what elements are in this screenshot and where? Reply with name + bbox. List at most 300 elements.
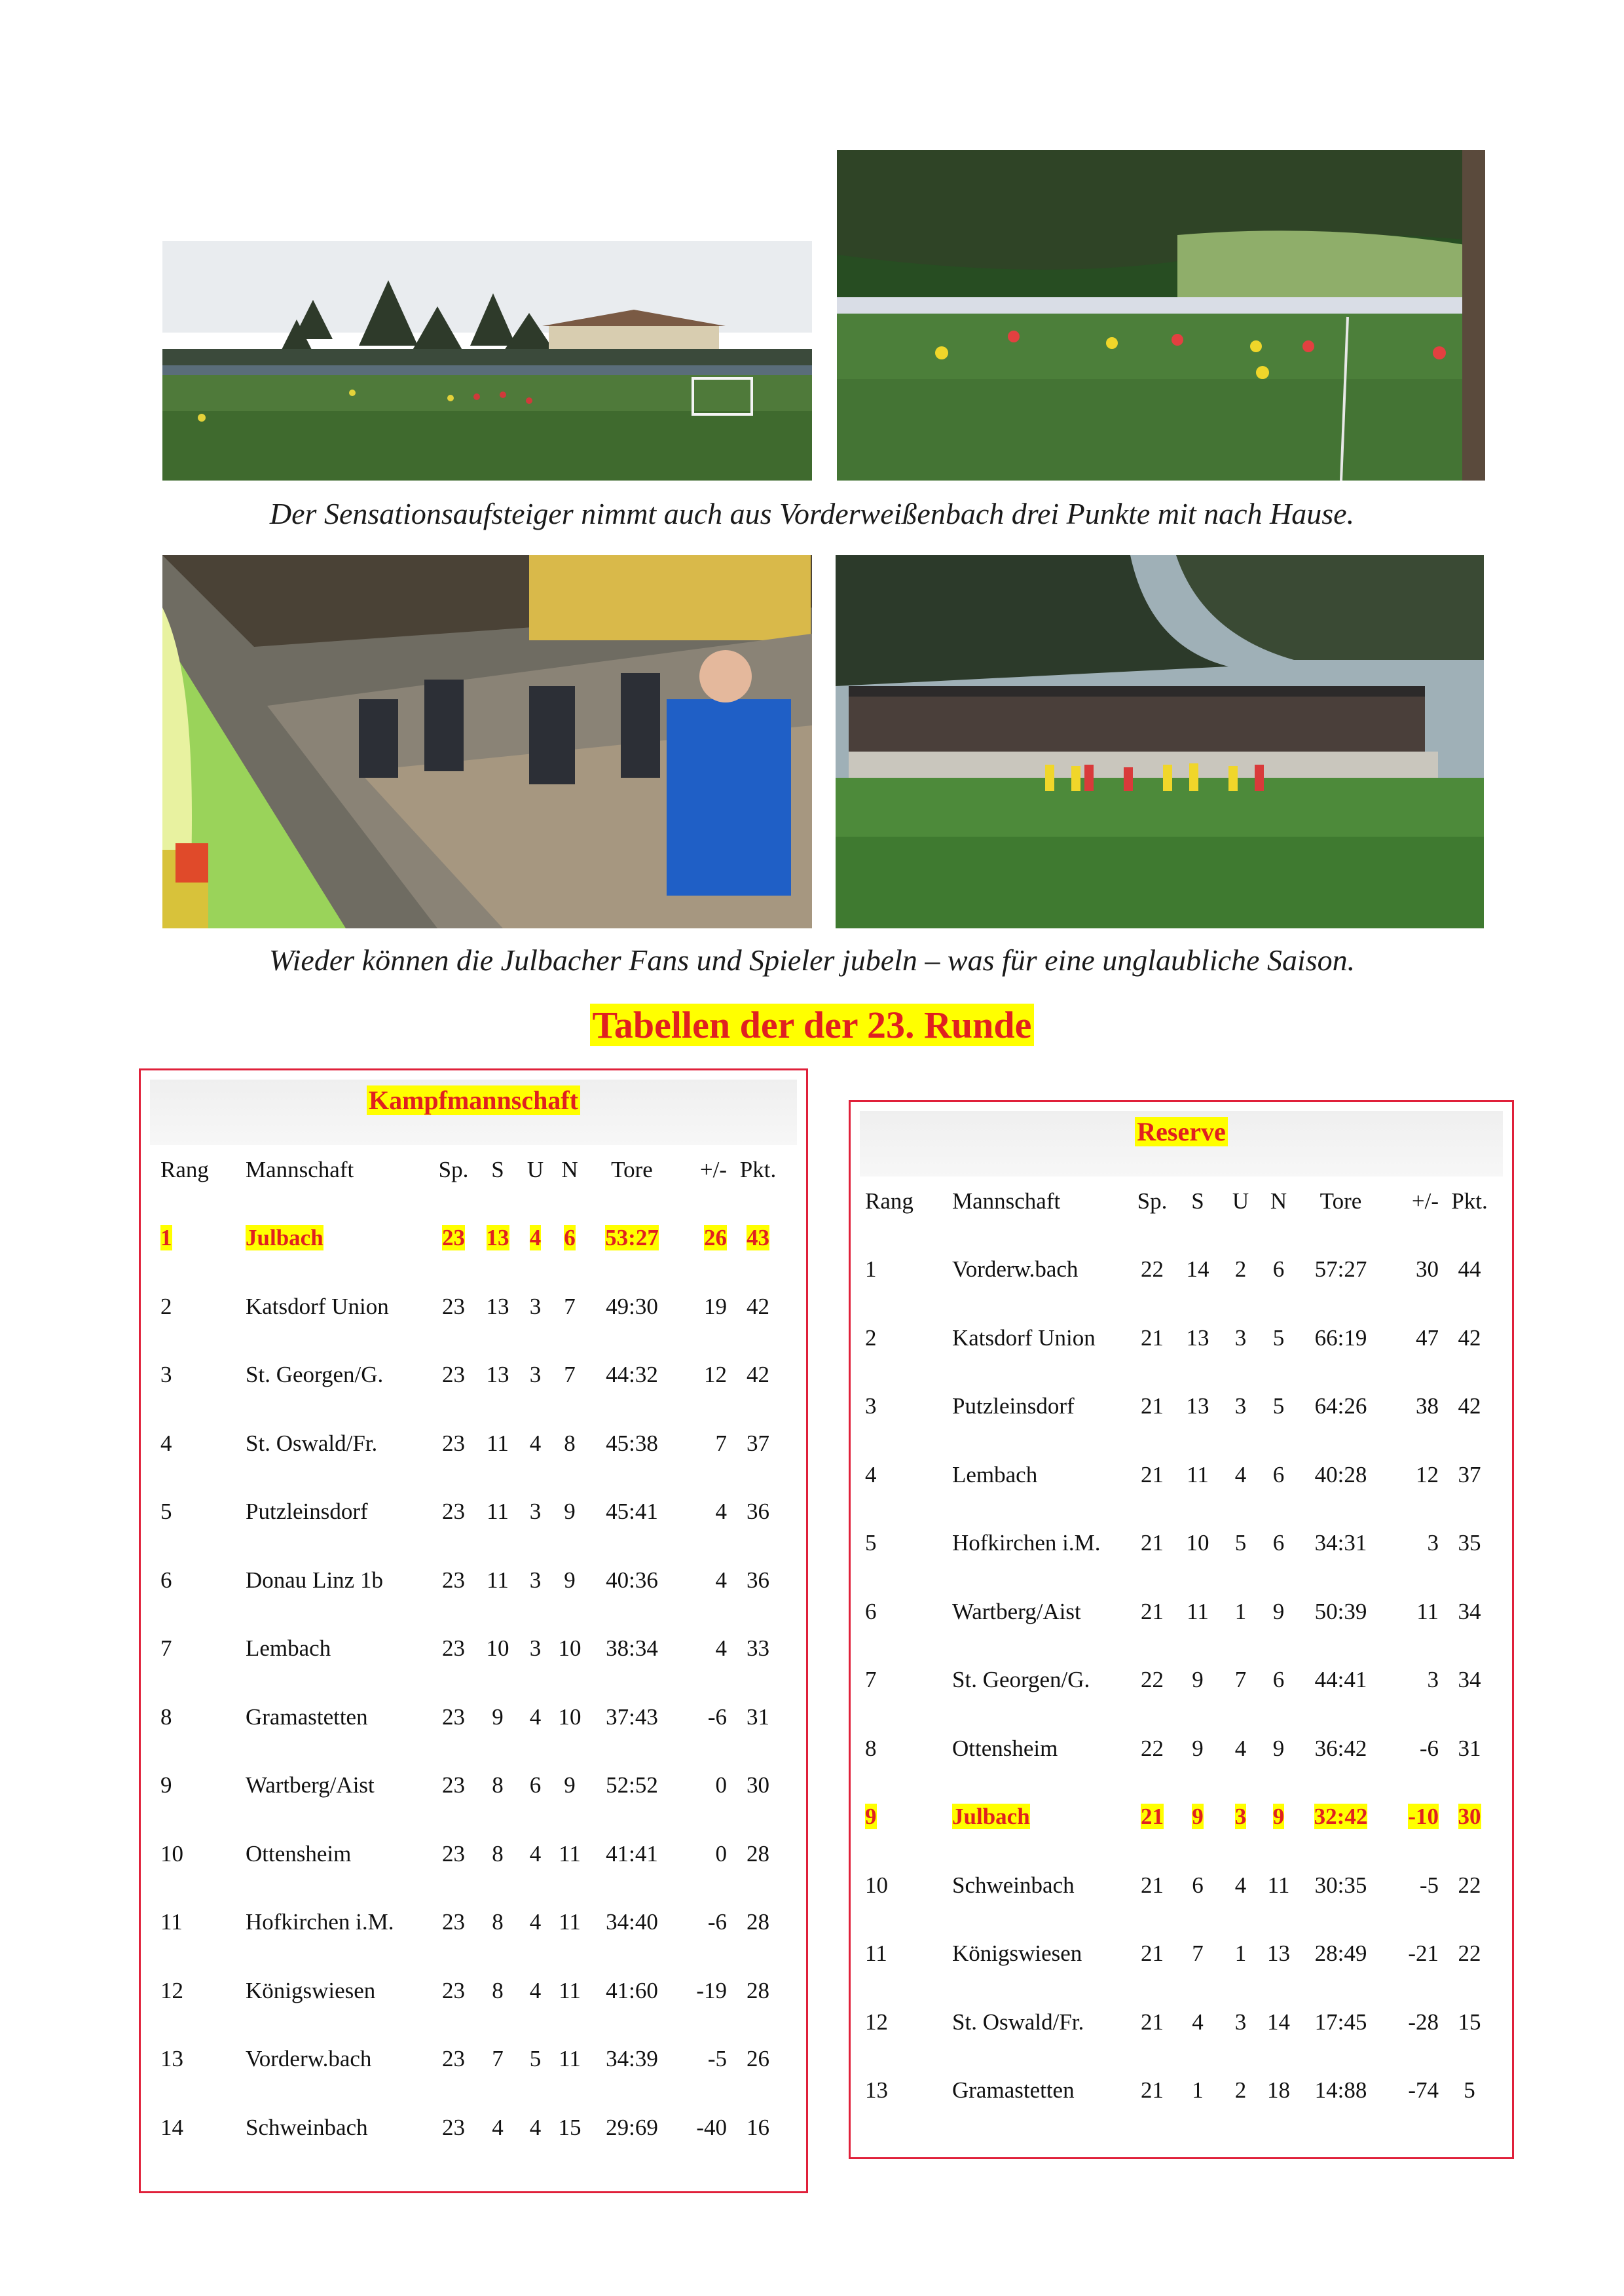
grandstand-photo (836, 555, 1484, 928)
table-cell: 32:42 (1314, 1804, 1368, 1829)
table-cell: Königswiesen (952, 1941, 1082, 1966)
column-header: S (1191, 1188, 1204, 1214)
table-cell: 57:27 (1314, 1256, 1367, 1282)
table-row (141, 1772, 806, 1805)
column-header: Pkt. (1451, 1188, 1488, 1214)
table-header (851, 1188, 1512, 1221)
table-cell: 16 (747, 2114, 769, 2140)
table-cell: 30 (747, 1772, 769, 1798)
table-cell: 15 (558, 2114, 581, 2140)
table-cell: 4 (529, 1225, 542, 1250)
table-cell: 6 (529, 1772, 542, 1798)
table-cell: 22 (1458, 1872, 1481, 1898)
table-row (851, 1530, 1512, 1563)
table-cell: 4 (529, 1704, 542, 1730)
table-cell: 11 (487, 1430, 509, 1456)
table-cell: 4 (529, 1430, 542, 1456)
table-cell: 23 (442, 2046, 465, 2071)
table-cell: 7 (492, 2046, 504, 2071)
table-cell: 36 (747, 1499, 769, 1524)
table-cell: 23 (442, 1567, 465, 1593)
table-row (141, 1225, 806, 1258)
table-cell: 3 (1234, 2009, 1247, 2035)
table-cell: St. Georgen/G. (246, 1362, 384, 1387)
column-header: Rang (865, 1188, 913, 1214)
column-header: +/- (699, 1157, 727, 1182)
table-cell: 3 (1234, 1804, 1247, 1829)
table-cell: 21 (1141, 1530, 1164, 1556)
table-cell: 44 (1458, 1256, 1481, 1282)
table-cell: Vorderw.bach (952, 1256, 1079, 1282)
table-row (141, 1704, 806, 1737)
table-row (141, 1978, 806, 2011)
table-cell: 12 (704, 1362, 727, 1387)
table-cell: 21 (1141, 1598, 1164, 1624)
table-cell: 1 (865, 1256, 877, 1282)
table-cell: 6 (1272, 1667, 1285, 1692)
table-cell: Lembach (246, 1635, 331, 1661)
column-header: Pkt. (739, 1157, 777, 1182)
table-cell: 40:28 (1314, 1461, 1367, 1487)
table-cell: 0 (715, 1840, 727, 1867)
table-cell: 28:49 (1314, 1941, 1367, 1966)
table-cell: 13 (486, 1225, 509, 1250)
table-cell: 3 (529, 1293, 542, 1319)
table-cell: 43 (747, 1225, 769, 1250)
table-cell: 34 (1458, 1667, 1481, 1692)
table-cell: 11 (1187, 1598, 1209, 1624)
table-cell: 9 (564, 1772, 576, 1798)
table-cell: Hofkirchen i.M. (246, 1909, 394, 1935)
table-row (851, 1941, 1512, 1973)
table-cell: 13 (486, 1362, 509, 1387)
table-cell: 23 (442, 1772, 465, 1798)
table-cell: 9 (1272, 1804, 1285, 1829)
table-cell: 34:31 (1314, 1530, 1367, 1556)
table-cell: 11 (559, 1840, 581, 1867)
table-cell: Putzleinsdorf (246, 1499, 368, 1524)
table-row (141, 1567, 806, 1600)
table-cell: 6 (1272, 1461, 1285, 1487)
table-cell: Königswiesen (246, 1977, 376, 2003)
table-cell: 22 (1458, 1941, 1481, 1966)
table-cell: 5 (160, 1499, 172, 1524)
kampfmannschaft-table (139, 1068, 808, 2193)
table-row (851, 1325, 1512, 1358)
table-cell: 21 (1141, 2009, 1164, 2035)
table-cell: 5 (1272, 1393, 1285, 1419)
table-cell: 28 (747, 1977, 769, 2003)
table-row (851, 1736, 1512, 1768)
table-cell: 52:52 (606, 1772, 658, 1798)
table-row (851, 2009, 1512, 2042)
table-cell: 23 (442, 1362, 465, 1387)
table-cell: Ottensheim (952, 1735, 1058, 1761)
table-cell: 4 (492, 2114, 504, 2140)
table-cell: St. Oswald/Fr. (246, 1430, 378, 1456)
table-cell: 9 (1272, 1735, 1285, 1761)
table-cell: 23 (442, 1977, 465, 2003)
table-cell: 6 (865, 1598, 877, 1624)
table-cell: 8 (492, 1977, 504, 2003)
table-cell: 10 (865, 1872, 888, 1898)
table-cell: 10 (486, 1635, 509, 1661)
table-cell: 21 (1141, 1941, 1164, 1966)
table-cell: 11 (559, 2046, 581, 2071)
table-row (141, 1430, 806, 1463)
table-cell: 6 (1272, 1256, 1285, 1282)
table-cell: 41:60 (606, 1977, 658, 2003)
table-row (851, 1804, 1512, 1836)
table-cell: 12 (865, 2009, 888, 2035)
table-cell: 28 (747, 1840, 769, 1867)
table-cell: 44:41 (1314, 1667, 1367, 1692)
fans-photo (162, 555, 812, 928)
column-header: Mannschaft (952, 1188, 1061, 1214)
table-cell: 49:30 (606, 1293, 658, 1319)
table-cell: 13 (865, 2077, 888, 2103)
table-cell: 36:42 (1314, 1735, 1367, 1761)
table-cell: Hofkirchen i.M. (952, 1530, 1101, 1556)
table-cell: 2 (1234, 2077, 1247, 2103)
table-cell: 3 (1234, 1393, 1247, 1419)
table-cell: 9 (160, 1772, 172, 1798)
table-cell: 45:38 (606, 1430, 658, 1456)
table-cell: Katsdorf Union (246, 1293, 389, 1319)
table-cell: 11 (559, 1909, 581, 1935)
table-cell: 13 (1186, 1393, 1209, 1419)
table-cell: 4 (865, 1461, 877, 1487)
table-cell: 21 (1141, 2077, 1164, 2103)
table-cell: 18 (1267, 2077, 1290, 2103)
table-cell: 23 (442, 1840, 465, 1867)
table-title: Reserve (851, 1116, 1512, 1147)
table-cell: 3 (1427, 1667, 1439, 1692)
table-row (851, 1599, 1512, 1631)
table-row (851, 1256, 1512, 1289)
page-title: Tabellen der der 23. Runde (0, 1003, 1624, 1047)
table-cell: 10 (558, 1704, 581, 1730)
table-cell: 4 (1234, 1735, 1247, 1761)
table-cell: 0 (715, 1772, 727, 1798)
table-cell: 30:35 (1314, 1872, 1367, 1898)
column-header: Sp. (1137, 1188, 1168, 1214)
table-cell: 3 (529, 1635, 542, 1661)
table-cell: 7 (1192, 1941, 1204, 1966)
table-cell: 8 (492, 1840, 504, 1867)
reserve-table (849, 1100, 1514, 2159)
table-cell: St. Oswald/Fr. (952, 2009, 1084, 2035)
table-cell: 23 (442, 2114, 465, 2140)
table-row (141, 2115, 806, 2147)
table-cell: Julbach (246, 1225, 323, 1250)
table-cell: 11 (1416, 1598, 1439, 1624)
table-cell: 11 (559, 1977, 581, 2003)
table-cell: 42 (747, 1362, 769, 1387)
table-cell: 9 (564, 1567, 576, 1593)
table-cell: -6 (707, 1909, 727, 1935)
table-cell: 4 (1234, 1461, 1247, 1487)
table-cell: Vorderw.bach (246, 2046, 372, 2071)
table-cell: 8 (865, 1735, 877, 1761)
table-cell: 40:36 (606, 1567, 658, 1593)
table-cell: 28 (747, 1909, 769, 1935)
table-cell: Gramastetten (952, 2077, 1075, 2103)
table-cell: 14 (1267, 2009, 1290, 2035)
table-cell: 5 (1464, 2077, 1475, 2103)
table-cell: 23 (442, 1293, 465, 1319)
table-cell: 7 (865, 1667, 877, 1692)
table-cell: 47 (1416, 1324, 1439, 1351)
table-cell: 26 (747, 2046, 769, 2071)
table-cell: 1 (1234, 1941, 1247, 1966)
table-cell: 44:32 (606, 1362, 658, 1387)
table-cell: -5 (707, 2046, 727, 2071)
table-cell: 9 (1192, 1735, 1204, 1761)
table-cell: 19 (704, 1293, 727, 1319)
table-cell: 30 (1416, 1256, 1439, 1282)
table-cell: 21 (1141, 1872, 1164, 1898)
table-cell: 21 (1141, 1324, 1164, 1351)
table-cell: 2 (1234, 1256, 1247, 1282)
table-cell: 1 (160, 1225, 172, 1250)
table-cell: 4 (1234, 1872, 1247, 1898)
table-cell: 7 (1234, 1667, 1247, 1692)
table-cell: -74 (1408, 2077, 1439, 2103)
table-cell: 3 (1234, 1324, 1247, 1351)
table-cell: 23 (442, 1225, 465, 1250)
table-cell: Katsdorf Union (952, 1324, 1096, 1351)
table-cell: 42 (1458, 1393, 1481, 1419)
table-cell: 22 (1141, 1667, 1164, 1692)
table-cell: 34:40 (606, 1909, 658, 1935)
table-cell: Wartberg/Aist (246, 1772, 375, 1798)
table-cell: 4 (529, 2114, 542, 2140)
table-cell: 21 (1141, 1804, 1164, 1829)
table-cell: 50:39 (1314, 1598, 1367, 1624)
table-cell: 21 (1141, 1461, 1164, 1487)
table-cell: 3 (160, 1362, 172, 1387)
table-cell: 38 (1416, 1393, 1439, 1419)
table-row (141, 1635, 806, 1668)
table-cell: 31 (747, 1704, 769, 1730)
column-header: N (561, 1157, 578, 1182)
table-cell: 7 (564, 1293, 576, 1319)
table-cell: Schweinbach (952, 1872, 1075, 1898)
match-photo-1 (162, 241, 812, 481)
table-cell: 13 (486, 1293, 509, 1319)
table-cell: 5 (1272, 1324, 1285, 1351)
table-cell: 2 (160, 1293, 172, 1319)
table-cell: 36 (747, 1567, 769, 1593)
table-cell: 29:69 (606, 2114, 658, 2140)
table-cell: 13 (1267, 1941, 1290, 1966)
table-cell: -19 (696, 1977, 727, 2003)
table-cell: 8 (564, 1430, 576, 1456)
table-cell: 37 (1458, 1461, 1481, 1487)
column-header: Tore (611, 1157, 653, 1182)
table-cell: 3 (529, 1499, 542, 1524)
table-row (851, 1393, 1512, 1426)
table-cell: 23 (442, 1909, 465, 1935)
table-cell: 45:41 (606, 1499, 658, 1524)
table-cell: 3 (529, 1362, 542, 1387)
column-header: U (1232, 1188, 1249, 1214)
table-cell: 8 (492, 1772, 504, 1798)
table-cell: 37 (747, 1430, 769, 1456)
table-cell: 5 (529, 2046, 542, 2071)
table-cell: Gramastetten (246, 1704, 368, 1730)
table-cell: Putzleinsdorf (952, 1393, 1075, 1419)
table-cell: 2 (865, 1324, 877, 1351)
table-cell: 5 (865, 1530, 877, 1556)
table-cell: 34 (1458, 1598, 1481, 1624)
table-cell: 3 (1427, 1530, 1439, 1556)
table-cell: 4 (715, 1567, 727, 1593)
column-header: S (491, 1157, 504, 1182)
table-cell: 14:88 (1314, 2077, 1367, 2103)
table-cell: 10 (1186, 1530, 1209, 1556)
table-cell: 22 (1141, 1735, 1164, 1761)
table-cell: 41:41 (606, 1840, 658, 1867)
table-cell: 14 (1186, 1256, 1209, 1282)
table-cell: Julbach (952, 1804, 1030, 1829)
table-row (141, 1841, 806, 1874)
column-header: Mannschaft (246, 1157, 354, 1182)
table-cell: 9 (492, 1704, 504, 1730)
table-cell: 23 (442, 1704, 465, 1730)
table-cell: 9 (865, 1804, 877, 1829)
table-cell: 10 (160, 1840, 183, 1867)
table-row (851, 1872, 1512, 1905)
table-cell: 13 (1186, 1324, 1209, 1351)
table-cell: Ottensheim (246, 1840, 352, 1867)
table-cell: 11 (1187, 1461, 1209, 1487)
table-cell: 11 (487, 1567, 509, 1593)
table-cell: 12 (1416, 1461, 1439, 1487)
column-header: Sp. (438, 1157, 469, 1182)
table-cell: 64:26 (1314, 1393, 1367, 1419)
table-cell: 23 (442, 1430, 465, 1456)
table-cell: 10 (558, 1635, 581, 1661)
column-header: Tore (1320, 1188, 1362, 1214)
table-cell: 12 (160, 1977, 183, 2003)
table-cell: 7 (564, 1362, 576, 1387)
table-cell: 66:19 (1314, 1324, 1367, 1351)
table-cell: Donau Linz 1b (246, 1567, 383, 1593)
table-title: Kampfmannschaft (141, 1085, 806, 1116)
table-cell: -40 (696, 2114, 727, 2140)
column-header: U (526, 1157, 544, 1182)
table-cell: 7 (160, 1635, 172, 1661)
table-cell: 8 (160, 1704, 172, 1730)
table-cell: 9 (1192, 1667, 1204, 1692)
table-cell: 1 (1234, 1598, 1247, 1624)
table-cell: -10 (1408, 1804, 1439, 1829)
table-cell: 5 (1234, 1530, 1247, 1556)
table-cell: 9 (1192, 1804, 1204, 1829)
table-row (141, 1499, 806, 1531)
caption-match: Der Sensationsaufsteiger nimmt auch aus Vorderweißenbach drei Punkte mit nach Hause. (269, 497, 1355, 530)
table-row (851, 2077, 1512, 2110)
table-cell: 33 (747, 1635, 769, 1661)
table-cell: -5 (1419, 1872, 1439, 1898)
table-cell: 4 (529, 1909, 542, 1935)
table-cell: 3 (529, 1567, 542, 1593)
table-cell: 4 (1192, 2009, 1204, 2035)
table-cell: 6 (160, 1567, 172, 1593)
table-row (851, 1462, 1512, 1495)
table-cell: -21 (1408, 1941, 1439, 1966)
table-cell: 53:27 (605, 1225, 659, 1250)
table-cell: St. Georgen/G. (952, 1667, 1090, 1692)
table-row (141, 1362, 806, 1394)
table-cell: 1 (1192, 2077, 1204, 2103)
table-cell: 15 (1458, 2009, 1481, 2035)
table-cell: 34:39 (606, 2046, 658, 2071)
table-cell: 21 (1141, 1393, 1164, 1419)
table-cell: 26 (704, 1225, 727, 1250)
table-cell: Wartberg/Aist (952, 1598, 1081, 1624)
table-cell: -6 (707, 1704, 727, 1730)
table-cell: 23 (442, 1635, 465, 1661)
table-cell: 23 (442, 1499, 465, 1524)
match-photo-2 (837, 150, 1485, 481)
table-cell: 42 (747, 1293, 769, 1319)
table-cell: 4 (529, 1840, 542, 1867)
column-header: +/- (1411, 1188, 1439, 1214)
table-cell: 37:43 (606, 1704, 658, 1730)
table-row (851, 1667, 1512, 1700)
table-cell: 22 (1141, 1256, 1164, 1282)
table-cell: -6 (1419, 1735, 1439, 1761)
table-cell: 3 (865, 1393, 877, 1419)
table-cell: 31 (1458, 1735, 1481, 1761)
column-header: N (1270, 1188, 1287, 1214)
table-cell: 42 (1458, 1324, 1481, 1351)
table-cell: 9 (564, 1499, 576, 1524)
table-cell: 6 (1272, 1530, 1285, 1556)
table-row (141, 1909, 806, 1942)
table-row (141, 2046, 806, 2079)
table-cell: 4 (715, 1499, 727, 1524)
table-cell: 4 (160, 1430, 172, 1456)
table-cell: Schweinbach (246, 2114, 368, 2140)
table-cell: 11 (865, 1941, 887, 1966)
table-cell: 4 (529, 1977, 542, 2003)
table-cell: 35 (1458, 1530, 1481, 1556)
table-cell: 8 (492, 1909, 504, 1935)
table-cell: -28 (1408, 2009, 1439, 2035)
table-cell: 6 (1192, 1872, 1204, 1898)
table-cell: 6 (564, 1225, 576, 1250)
table-cell: 11 (487, 1499, 509, 1524)
table-cell: 13 (160, 2046, 183, 2071)
caption-fans: Wieder können die Julbacher Fans und Spieler jubeln – was für eine unglaubliche Saison. (268, 943, 1356, 977)
table-cell: 9 (1272, 1598, 1285, 1624)
table-cell: 38:34 (606, 1635, 658, 1661)
table-cell: 14 (160, 2114, 183, 2140)
table-cell: 11 (160, 1909, 183, 1935)
table-cell: 4 (715, 1635, 727, 1661)
table-cell: 11 (1267, 1872, 1290, 1898)
table-cell: 17:45 (1314, 2009, 1367, 2035)
table-cell: Lembach (952, 1461, 1038, 1487)
table-row (141, 1294, 806, 1326)
table-cell: 30 (1458, 1804, 1481, 1829)
column-header: Rang (160, 1157, 209, 1182)
table-header (141, 1157, 806, 1190)
